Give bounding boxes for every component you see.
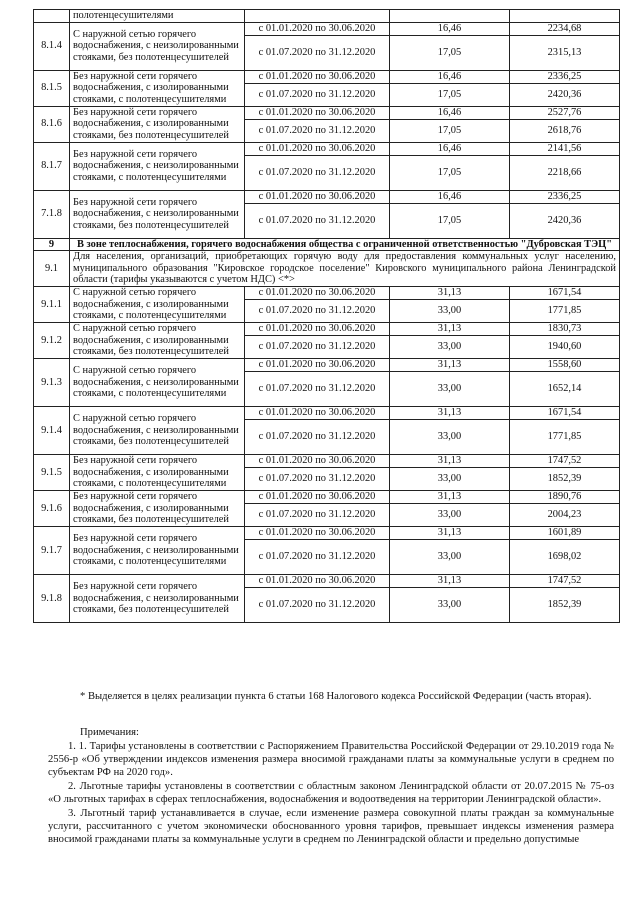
period-cell: с 01.07.2020 по 31.12.2020 (245, 155, 390, 190)
row-number: 9.1.2 (34, 322, 70, 358)
row-number: 9.1.8 (34, 574, 70, 622)
row-description: Без наружной сети горячего водоснабжения, с неизолированными стояками, с полотенцесушителями (70, 142, 245, 190)
notes-list (48, 740, 614, 846)
period-cell: с 01.07.2020 по 31.12.2020 (245, 335, 390, 358)
table-row (34, 322, 620, 335)
rate-cell: 33,00 (390, 371, 510, 406)
value-cell: 1558,60 (510, 358, 620, 371)
value-cell: 2004,23 (510, 503, 620, 526)
row-number: 8.1.5 (34, 70, 70, 106)
row-description: Без наружной сети горячего водоснабжения, с изолированными стояками, без полотенцесушителей (70, 106, 245, 142)
table-row (34, 358, 620, 371)
row-number: 9.1.7 (34, 526, 70, 574)
period-cell: с 01.07.2020 по 31.12.2020 (245, 371, 390, 406)
table-row (34, 142, 620, 155)
period-cell: с 01.01.2020 по 30.06.2020 (245, 190, 390, 203)
period-cell: с 01.07.2020 по 31.12.2020 (245, 419, 390, 454)
value-cell: 2336,25 (510, 70, 620, 83)
rate-cell: 33,00 (390, 419, 510, 454)
table-row (34, 406, 620, 419)
rate-cell: 17,05 (390, 35, 510, 70)
rate-cell: 16,46 (390, 142, 510, 155)
table-row (34, 490, 620, 503)
table-row (34, 70, 620, 83)
value-cell: 1747,52 (510, 454, 620, 467)
rate-cell: 31,13 (390, 286, 510, 299)
row-description: С наружной сетью горячего водоснабжения, с изолированными стояками, с полотенцесушителями (70, 286, 245, 322)
value-cell: 1852,39 (510, 587, 620, 622)
rate-cell: 33,00 (390, 467, 510, 490)
rate-cell: 16,46 (390, 106, 510, 119)
value-cell: 1852,39 (510, 467, 620, 490)
period-cell: с 01.07.2020 по 31.12.2020 (245, 35, 390, 70)
rate-cell: 31,13 (390, 358, 510, 371)
rate-cell: 17,05 (390, 203, 510, 238)
value-cell: 2618,76 (510, 119, 620, 142)
note-item: 2. Льготные тарифы установлены в соответствии с областным законом Ленинградской области от 20.07.2015 № 75-оз «О льготных тарифах в сферах теплоснабжения, водоснабжения и водоотведения на территории Ленинградской области». (48, 781, 614, 805)
value-cell: 2234,68 (510, 22, 620, 35)
table-row (34, 454, 620, 467)
rate-cell: 17,05 (390, 83, 510, 106)
subsection-row (34, 251, 620, 287)
period-cell: с 01.01.2020 по 30.06.2020 (245, 406, 390, 419)
rate-cell: 17,05 (390, 119, 510, 142)
table-row (34, 106, 620, 119)
rate-cell: 31,13 (390, 490, 510, 503)
subsection-text: Для населения, организаций, приобретающих горячую воду для предоставления коммунальных услуг населению, муниципального образования "Кировское городское поселение" Кировского муниципального района Ленинградской области (тарифы указываются с учетом НДС) <*> (70, 251, 620, 287)
value-cell: 1747,52 (510, 574, 620, 587)
value-cell: 1698,02 (510, 539, 620, 574)
value-cell: 1940,60 (510, 335, 620, 358)
rate-cell: 33,00 (390, 299, 510, 322)
cell-period (245, 10, 390, 23)
row-number: 8.1.4 (34, 22, 70, 70)
value-cell: 1771,85 (510, 299, 620, 322)
value-cell: 1890,76 (510, 490, 620, 503)
tariff-table (33, 9, 620, 623)
value-cell: 1671,54 (510, 286, 620, 299)
period-cell: с 01.07.2020 по 31.12.2020 (245, 587, 390, 622)
row-description: Без наружной сети горячего водоснабжения, с неизолированными стояками, без полотенцесушителей (70, 574, 245, 622)
row-description: Без наружной сети горячего водоснабжения, с изолированными стояками, без полотенцесушителей (70, 490, 245, 526)
row-description: Без наружной сети горячего водоснабжения, с изолированными стояками, с полотенцесушителями (70, 70, 245, 106)
row-description: Без наружной сети горячего водоснабжения, с неизолированными стояками, без полотенцесушителей (70, 190, 245, 238)
period-cell: с 01.07.2020 по 31.12.2020 (245, 299, 390, 322)
period-cell: с 01.01.2020 по 30.06.2020 (245, 70, 390, 83)
table-row (34, 190, 620, 203)
notes-heading: Примечания: (80, 727, 139, 738)
period-cell: с 01.07.2020 по 31.12.2020 (245, 203, 390, 238)
row-description: С наружной сетью горячего водоснабжения, с неизолированными стояками, с полотенцесушителями (70, 358, 245, 406)
value-cell: 1652,14 (510, 371, 620, 406)
period-cell: с 01.07.2020 по 31.12.2020 (245, 539, 390, 574)
period-cell: с 01.07.2020 по 31.12.2020 (245, 119, 390, 142)
row-number: 9.1.4 (34, 406, 70, 454)
value-cell: 1771,85 (510, 419, 620, 454)
period-cell: с 01.01.2020 по 30.06.2020 (245, 286, 390, 299)
rate-cell: 31,13 (390, 454, 510, 467)
table-row (34, 574, 620, 587)
value-cell: 2420,36 (510, 83, 620, 106)
row-description: С наружной сетью горячего водоснабжения, с неизолированными стояками, без полотенцесушителей (70, 406, 245, 454)
row-number: 9.1.6 (34, 490, 70, 526)
section-title: В зоне теплоснабжения, горячего водоснабжения общества с ограниченной ответственностью "Дубровская ТЭЦ" (70, 238, 620, 251)
section-row (34, 238, 620, 251)
value-cell: 2141,56 (510, 142, 620, 155)
period-cell: с 01.07.2020 по 31.12.2020 (245, 467, 390, 490)
value-cell: 2527,76 (510, 106, 620, 119)
rate-cell: 16,46 (390, 22, 510, 35)
value-cell: 2218,66 (510, 155, 620, 190)
footnote: * Выделяется в целях реализации пункта 6 статьи 168 Налогового кодекса Российской Федерации (часть вторая). (80, 691, 592, 702)
row-description: Без наружной сети горячего водоснабжения, с изолированными стояками, с полотенцесушителями (70, 454, 245, 490)
rate-cell: 16,46 (390, 190, 510, 203)
table-row (34, 22, 620, 35)
period-cell: с 01.01.2020 по 30.06.2020 (245, 526, 390, 539)
rate-cell: 31,13 (390, 574, 510, 587)
period-cell: с 01.01.2020 по 30.06.2020 (245, 574, 390, 587)
period-cell: с 01.01.2020 по 30.06.2020 (245, 142, 390, 155)
period-cell: с 01.07.2020 по 31.12.2020 (245, 83, 390, 106)
row-number: 8.1.6 (34, 106, 70, 142)
table-row (34, 526, 620, 539)
value-cell: 2420,36 (510, 203, 620, 238)
period-cell: с 01.01.2020 по 30.06.2020 (245, 22, 390, 35)
rate-cell: 17,05 (390, 155, 510, 190)
cell-rate (390, 10, 510, 23)
value-cell: 1671,54 (510, 406, 620, 419)
value-cell: 1601,89 (510, 526, 620, 539)
cell-description: полотенцесушителями (70, 10, 245, 23)
rate-cell: 33,00 (390, 503, 510, 526)
rate-cell: 33,00 (390, 539, 510, 574)
cell-value (510, 10, 620, 23)
row-description: С наружной сетью горячего водоснабжения, с неизолированными стояками, без полотенцесушителей (70, 22, 245, 70)
note-item: 1. 1. Тарифы установлены в соответствии с Распоряжением Правительства Российской Федерации от 29.10.2019 года № 2556-р «Об утверждении индексов изменения размера вносимой гражданами платы за коммунальные услуги в среднем по субъектам РФ на 2020 год». (48, 741, 614, 778)
section-number: 9 (34, 238, 70, 251)
rate-cell: 31,13 (390, 526, 510, 539)
row-number: 8.1.7 (34, 142, 70, 190)
subsection-number: 9.1 (34, 251, 70, 287)
period-cell: с 01.07.2020 по 31.12.2020 (245, 503, 390, 526)
period-cell: с 01.01.2020 по 30.06.2020 (245, 490, 390, 503)
period-cell: с 01.01.2020 по 30.06.2020 (245, 322, 390, 335)
row-number: 9.1.3 (34, 358, 70, 406)
rate-cell: 33,00 (390, 587, 510, 622)
row-number: 7.1.8 (34, 190, 70, 238)
period-cell: с 01.01.2020 по 30.06.2020 (245, 358, 390, 371)
value-cell: 1830,73 (510, 322, 620, 335)
rate-cell: 31,13 (390, 406, 510, 419)
rate-cell: 33,00 (390, 335, 510, 358)
row-number: 9.1.5 (34, 454, 70, 490)
row-description: Без наружной сети горячего водоснабжения, с неизолированными стояками, с полотенцесушителями (70, 526, 245, 574)
note-item: 3. Льготный тариф устанавливается в случае, если изменение размера совокупной платы граждан за коммунальные услуги, рассчитанного с учетом экономически обоснованного уровня тарифов, превышает индексы изменения размера вносимой гражданами платы за коммунальные услуги в среднем по Ленинградской области и предельно допустимые (48, 808, 614, 845)
cell-num (34, 10, 70, 23)
row-description: С наружной сетью горячего водоснабжения, с изолированными стояками, без полотенцесушителей (70, 322, 245, 358)
value-cell: 2315,13 (510, 35, 620, 70)
value-cell: 2336,25 (510, 190, 620, 203)
rate-cell: 16,46 (390, 70, 510, 83)
period-cell: с 01.01.2020 по 30.06.2020 (245, 454, 390, 467)
rate-cell: 31,13 (390, 322, 510, 335)
row-number: 9.1.1 (34, 286, 70, 322)
table-row (34, 286, 620, 299)
period-cell: с 01.01.2020 по 30.06.2020 (245, 106, 390, 119)
